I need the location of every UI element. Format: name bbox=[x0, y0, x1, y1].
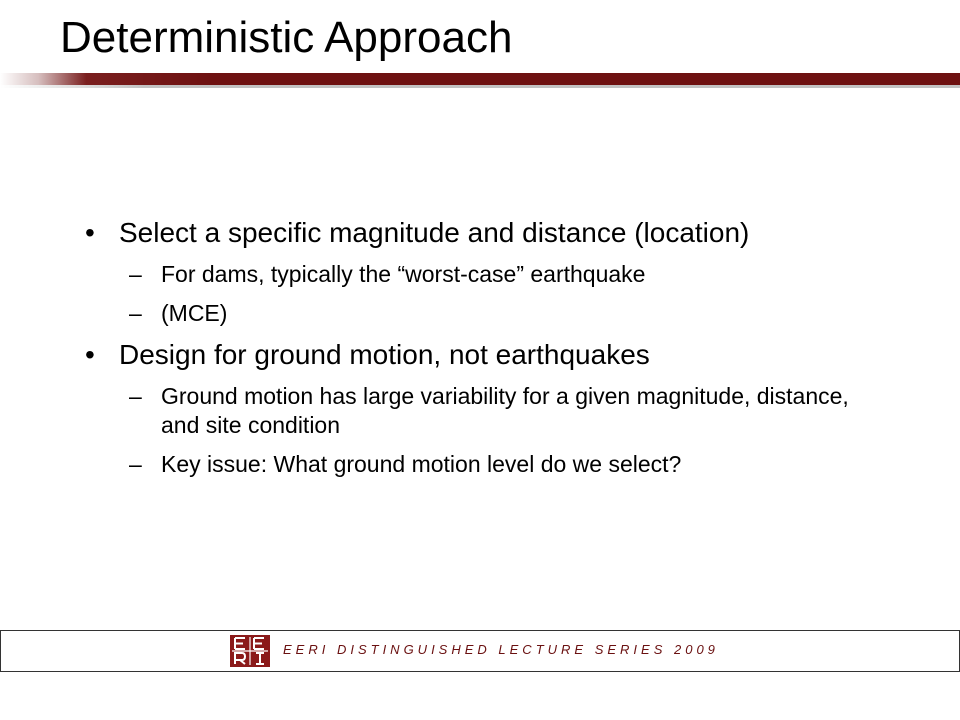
eeri-logo-icon bbox=[230, 635, 270, 667]
footer-title: EERI DISTINGUISHED LECTURE SERIES 2009 bbox=[283, 642, 719, 657]
bullet-text: Design for ground motion, not earthquakes bbox=[119, 339, 650, 370]
sub-bullet-list bbox=[119, 382, 865, 479]
dash-marker: – bbox=[129, 261, 142, 287]
sub-bullet-item bbox=[119, 299, 865, 328]
dash-marker: – bbox=[129, 383, 142, 409]
slide-title: Deterministic Approach bbox=[60, 13, 513, 62]
dash-marker: – bbox=[129, 451, 142, 477]
sub-bullet-list bbox=[119, 260, 865, 328]
bullet-list bbox=[85, 216, 865, 489]
sub-bullet-item bbox=[119, 382, 865, 440]
bullet-text: Select a specific magnitude and distance (location) bbox=[119, 217, 750, 248]
sub-bullet-item bbox=[119, 450, 865, 479]
bullet-marker: • bbox=[85, 339, 95, 370]
sub-bullet-text: For dams, typically the “worst-case” earthquake bbox=[161, 261, 646, 287]
sub-bullet-item bbox=[119, 260, 865, 289]
title-rule bbox=[0, 73, 960, 85]
eeri-logo bbox=[230, 635, 270, 667]
bullet-item bbox=[85, 216, 865, 328]
bullet-item bbox=[85, 338, 865, 479]
bullet-marker: • bbox=[85, 217, 95, 248]
sub-bullet-text: Key issue: What ground motion level do we select? bbox=[161, 451, 682, 477]
sub-bullet-text: Ground motion has large variability for a given magnitude, distance, and site condition bbox=[161, 383, 849, 438]
dash-marker: – bbox=[129, 300, 142, 326]
sub-bullet-text: (MCE) bbox=[161, 300, 228, 326]
footer-bar bbox=[0, 630, 960, 672]
